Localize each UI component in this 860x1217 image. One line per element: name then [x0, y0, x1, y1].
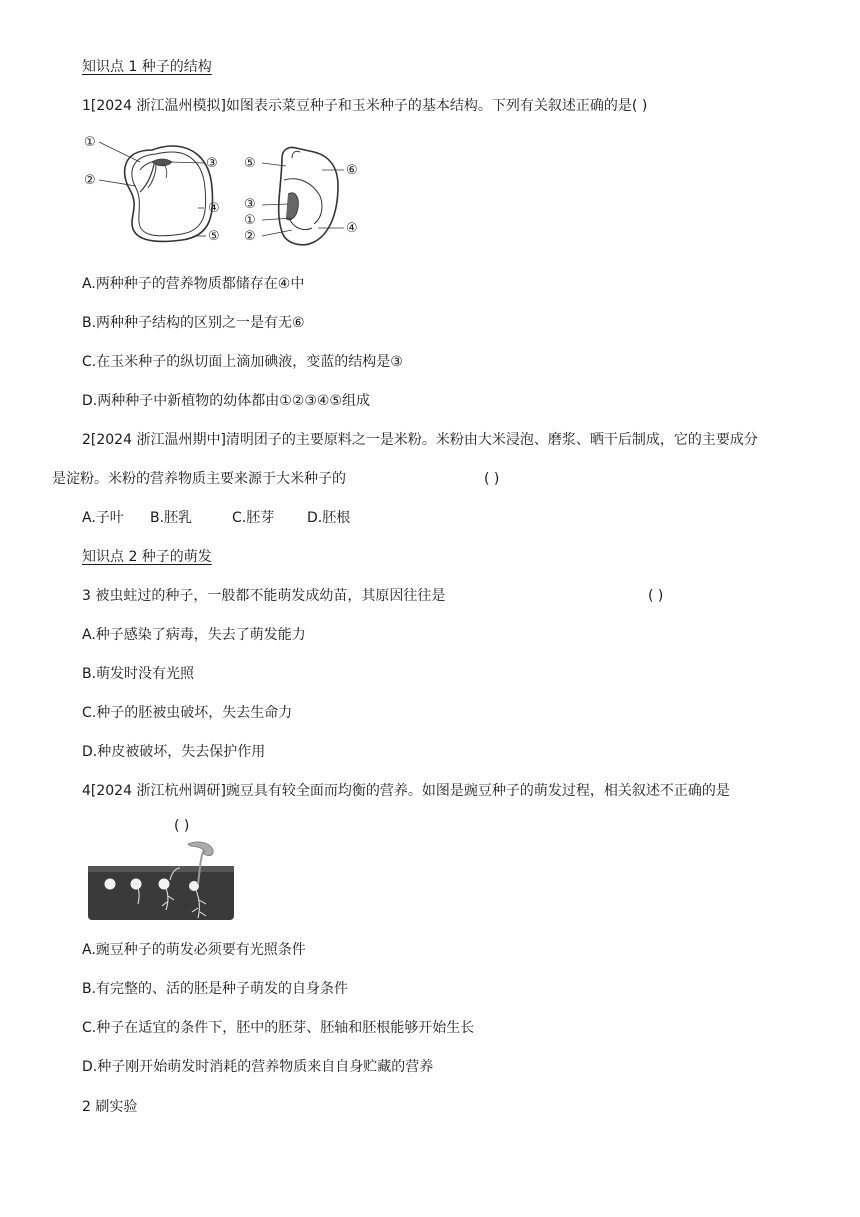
seed-structure-figure	[82, 128, 382, 253]
question-2-answer-bracket: ( )	[484, 471, 500, 487]
pea-germination-figure	[86, 840, 238, 924]
corn-seed-diagram	[244, 147, 358, 244]
soil-block	[88, 866, 234, 920]
corn-label-6: ⑥	[346, 163, 358, 178]
q3-option-d: D.种皮被破坏，失去保护作用	[82, 744, 266, 760]
section-title-seed-structure: 知识点 1 种子的结构	[82, 59, 212, 75]
bean-seed-diagram	[84, 135, 220, 244]
q4-option-d: D.种子刚开始萌发时消耗的营养物质来自自身贮藏的营养	[82, 1059, 434, 1075]
q1-option-a: A.两种种子的营养物质都储存在④中	[82, 276, 305, 292]
section-title-experiment: 2 刷实验	[82, 1099, 138, 1115]
corn-label-4: ④	[346, 221, 358, 236]
q2-option-a: A.子叶	[82, 510, 124, 526]
q2-option-d: D.胚根	[307, 510, 351, 526]
corn-label-2: ②	[244, 229, 256, 244]
seed-stage-3	[159, 879, 170, 890]
q1-option-c: C.在玉米种子的纵切面上滴加碘液，变蓝的结构是③	[82, 354, 403, 370]
seed-stage-1	[105, 879, 116, 890]
q2-option-b: B.胚乳	[150, 510, 193, 526]
seed-stage-2	[131, 879, 142, 890]
question-1-stem: 1[2024 浙江温州模拟]如图表示菜豆种子和玉米种子的基本结构。下列有关叙述正确的是( )	[82, 98, 648, 114]
bean-label-3: ③	[206, 156, 218, 171]
q2-option-c: C.胚芽	[232, 510, 275, 526]
corn-label-5: ⑤	[244, 156, 256, 171]
seedling-leaf	[188, 842, 213, 856]
bean-label-1: ①	[84, 135, 96, 150]
question-4-stem: 4[2024 浙江杭州调研]豌豆具有较全面而均衡的营养。如图是豌豆种子的萌发过程，相关叙述不正确的是	[82, 783, 730, 799]
corn-label-3: ③	[244, 197, 256, 212]
bean-label-5: ⑤	[208, 229, 220, 244]
question-4-answer-bracket: ( )	[174, 818, 190, 834]
q3-option-b: B.萌发时没有光照	[82, 666, 195, 682]
question-2-stem-line2: 是淀粉。米粉的营养物质主要来源于大米种子的	[52, 471, 346, 487]
q4-option-b: B.有完整的、活的胚是种子萌发的自身条件	[82, 981, 349, 997]
q1-option-b: B.两种种子结构的区别之一是有无⑥	[82, 315, 305, 331]
q3-option-c: C.种子的胚被虫破坏，失去生命力	[82, 705, 293, 721]
question-2-stem-line1: 2[2024 浙江温州期中]清明团子的主要原料之一是米粉。米粉由大米浸泡、磨浆、晒干后制成，它的主要成分	[82, 432, 758, 448]
question-3-answer-bracket: ( )	[648, 588, 664, 604]
bean-label-2: ②	[84, 173, 96, 188]
q4-option-a: A.豌豆种子的萌发必须要有光照条件	[82, 942, 306, 958]
section-title-seed-germination: 知识点 2 种子的萌发	[82, 549, 212, 565]
question-3-stem: 3 被虫蛀过的种子，一般都不能萌发成幼苗，其原因往往是	[82, 588, 446, 604]
q3-option-a: A.种子感染了病毒，失去了萌发能力	[82, 627, 306, 643]
bean-label-4: ④	[208, 201, 220, 216]
corn-label-1: ①	[244, 213, 256, 228]
q4-option-c: C.种子在适宜的条件下，胚中的胚芽、胚轴和胚根能够开始生长	[82, 1020, 475, 1036]
q1-option-d: D.两种种子中新植物的幼体都由①②③④⑤组成	[82, 393, 370, 409]
